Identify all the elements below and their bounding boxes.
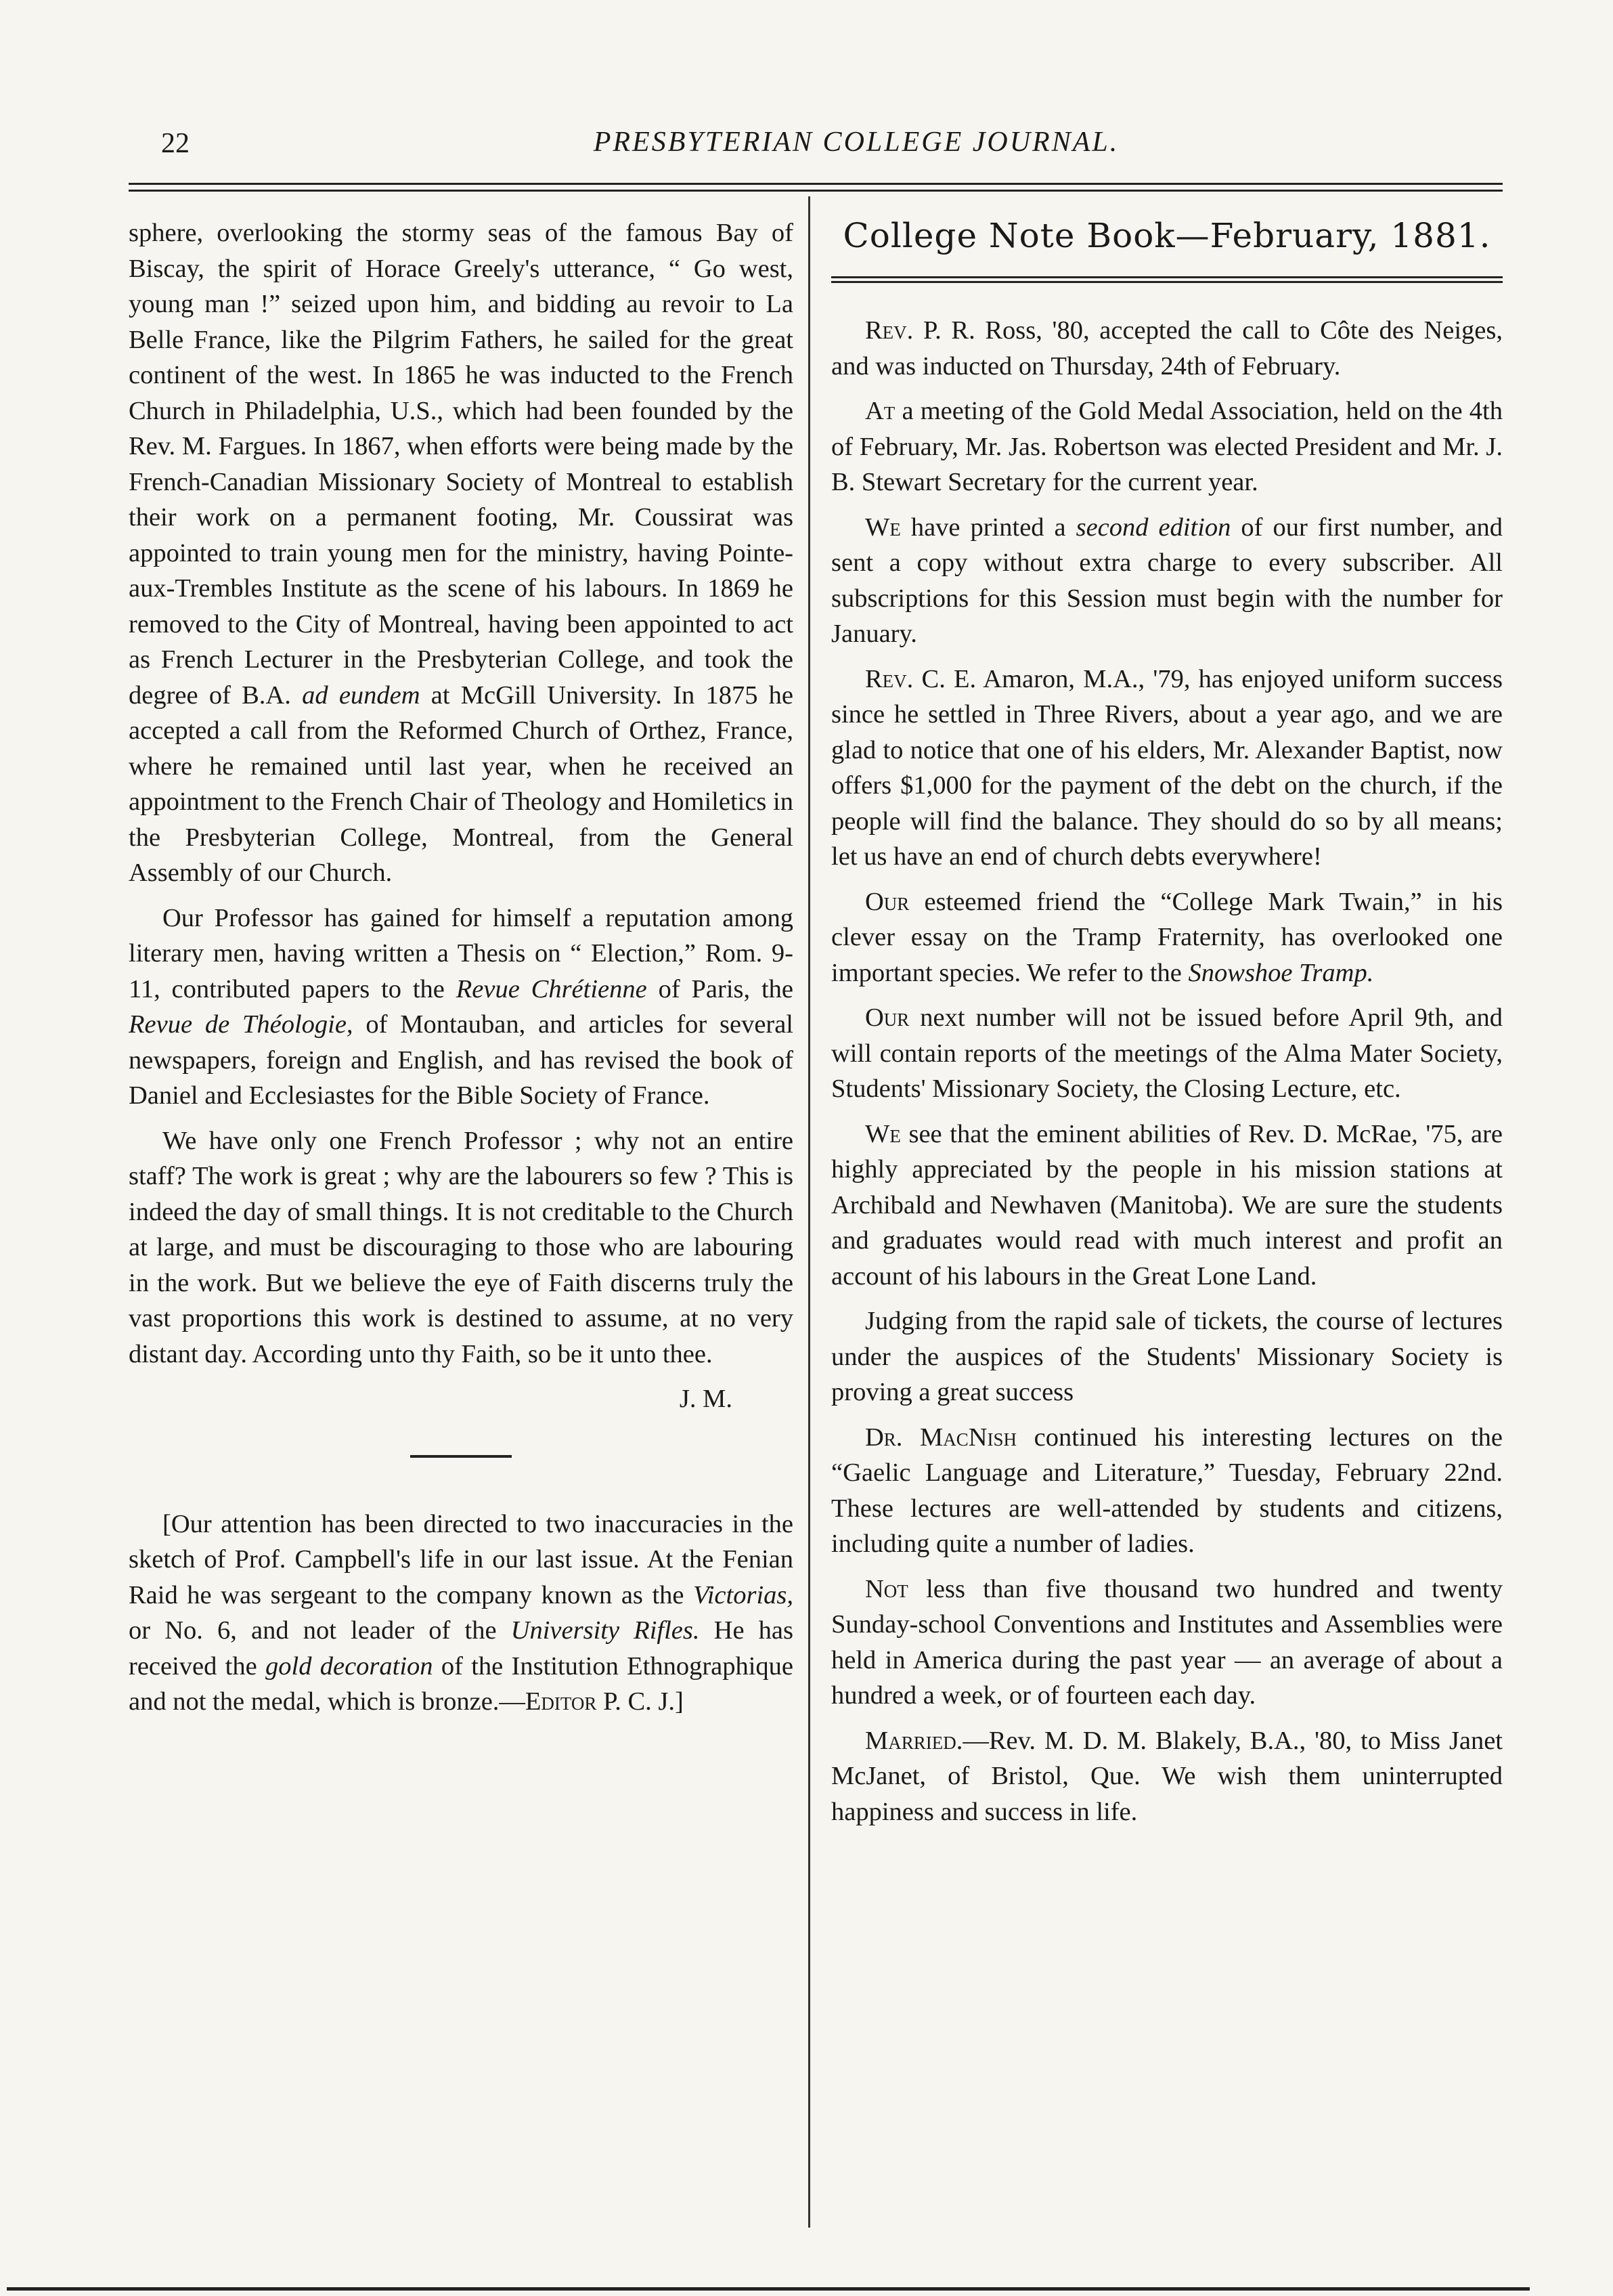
- note-item-ross: Rev. P. R. Ross, '80, accepted the call to Côte des Neiges, and was inducted on Thursday, 24th of February.: [831, 316, 1503, 381]
- page-number: 22: [161, 128, 190, 159]
- note-item-next-number: Our next number will not be issued before April 9th, and will contain reports of the meetings of the Alma Mater Society, Students' Missionary Society, the Closing Lecture, etc.: [831, 1003, 1503, 1103]
- paragraph-coussirat-bio: sphere, overlooking the stormy seas of the famous Bay of Biscay, the spirit of Horace Greely's utterance, “ Go west, young man !” seized upon him, and bidding au revoir to La Belle France, like the Pilgrim Fathers, he sailed for the great continent of the west. In 1865 he was inducted to the French Church in Philadelphia, U.S., which had been founded by the Rev. M. Fargues. In 1867, when efforts were being made by the French-Canadian Missionary Society of Montreal to establish their work on a permanent footing, Mr. Coussirat was appointed to train young men for the ministry, having Pointe-aux-Trembles Institute as the scene of his labours. In 1869 he removed to the City of Montreal, having been appointed to act as French Lecturer in the Presbyterian College, and took the degree of B.A. ad eundem at McGill University. In 1875 he accepted a call from the Reformed Church of Orthez, France, where he remained until last year, when he received an appointment to the French Chair of Theology and Homiletics in the Presbyterian College, Montreal, from the General Assembly of our Church.: [129, 219, 794, 887]
- note-item-mark-twain: Our esteemed friend the “College Mark Twain,” in his clever essay on the Tramp Fraternity, has overlooked one important species. We refer to the Snowshoe Tramp.: [831, 887, 1503, 987]
- note-item-amaron: Rev. C. E. Amaron, M.A., '79, has enjoyed uniform success since he settled in Three Rivers, about a year ago, and we are glad to notice that one of his elders, Mr. Alexander Baptist, now offers $1,000 for the payment of the debt on the church, if the people will find the balance. They should do so by all means; let us have an end of church debts everywhere!: [831, 664, 1503, 871]
- note-item-macnish: Dr. MacNish continued his interesting lectures on the “Gaelic Language and Literature,” Tuesday, February 22nd. These lectures are well-attended by students and citizens, including quite a number of ladies.: [831, 1423, 1503, 1558]
- signature: J. M.: [679, 1385, 732, 1413]
- editor-correction-note: [Our attention has been directed to two inaccuracies in the sketch of Prof. Campbell's life in our last issue. At the Fenian Raid he was sergeant to the company known as the Victorias, or No. 6, and not leader of the University Rifles. He has received the gold decoration of the Institution Ethnographique and not the medal, which is bronze.—Editor P. C. J.]: [129, 1509, 794, 1716]
- note-item-lectures: Judging from the rapid sale of tickets, the course of lectures under the auspices of the Students' Missionary Society is proving a great success: [831, 1307, 1503, 1406]
- paragraph-french-professor: We have only one French Professor ; why not an entire staff? The work is great ; why are the labourers so few ? This is indeed the day of small things. It is not creditable to the Church at large, and must be discouraging to those who are labouring in the work. But we believe the eye of Faith discerns truly the vast proportions this work is destined to assume, at no very distant day. According unto thy Faith, so be it unto thee.: [129, 1126, 793, 1368]
- running-head: PRESBYTERIAN COLLEGE JOURNAL.: [593, 127, 1120, 158]
- left-column: [129, 215, 793, 1729]
- section-separator-rule: [410, 1455, 512, 1458]
- right-column: [831, 215, 1503, 1839]
- header-rule-bottom: [129, 190, 1503, 192]
- section-title: College Note Book—February, 1881.: [843, 216, 1491, 255]
- note-item-married: Married.—Rev. M. D. M. Blakely, B.A., '80, to Miss Janet McJanet, of Bristol, Que. We wish them uninterrupted happiness and success in life.: [831, 1726, 1503, 1826]
- title-double-rule: [831, 276, 1503, 283]
- note-item-gold-medal: At a meeting of the Gold Medal Association, held on the 4th of February, Mr. Jas. Robertson was elected President and Mr. J. B. Stewart Secretary for the current year.: [831, 397, 1503, 496]
- note-item-second-edition: We have printed a second edition of our first number, and sent a copy without extra charge to every subscriber. All subscriptions for this Session must begin with the number for January.: [831, 513, 1503, 648]
- page-bottom-rule: [7, 2287, 1530, 2291]
- header-rule-top: [129, 183, 1503, 185]
- paragraph-professor-reputation: Our Professor has gained for himself a reputation among literary men, having written a Thesis on “ Election,” Rom. 9-11, contributed papers to the Revue Chrétienne of Paris, the Revue de Théologie, of Montauban, and articles for several newspapers, foreign and English, and has revised the book of Daniel and Ecclesiastes for the Bible Society of France.: [129, 903, 794, 1110]
- note-item-mcrae: We see that the eminent abilities of Rev. D. McRae, '75, are highly appreciated by the people in his mission stations at Archibald and Newhaven (Manitoba). We are sure the students and graduates would read with much interest and profit an account of his labours in the Great Lone Land.: [831, 1119, 1503, 1291]
- column-divider: [808, 196, 810, 2228]
- note-item-sunday-schools: Not less than five thousand two hundred and twenty Sunday-school Conventions and Institutes and Assemblies were held in America during the past year — an average of about a hundred a week, or of fourteen each day.: [831, 1574, 1503, 1710]
